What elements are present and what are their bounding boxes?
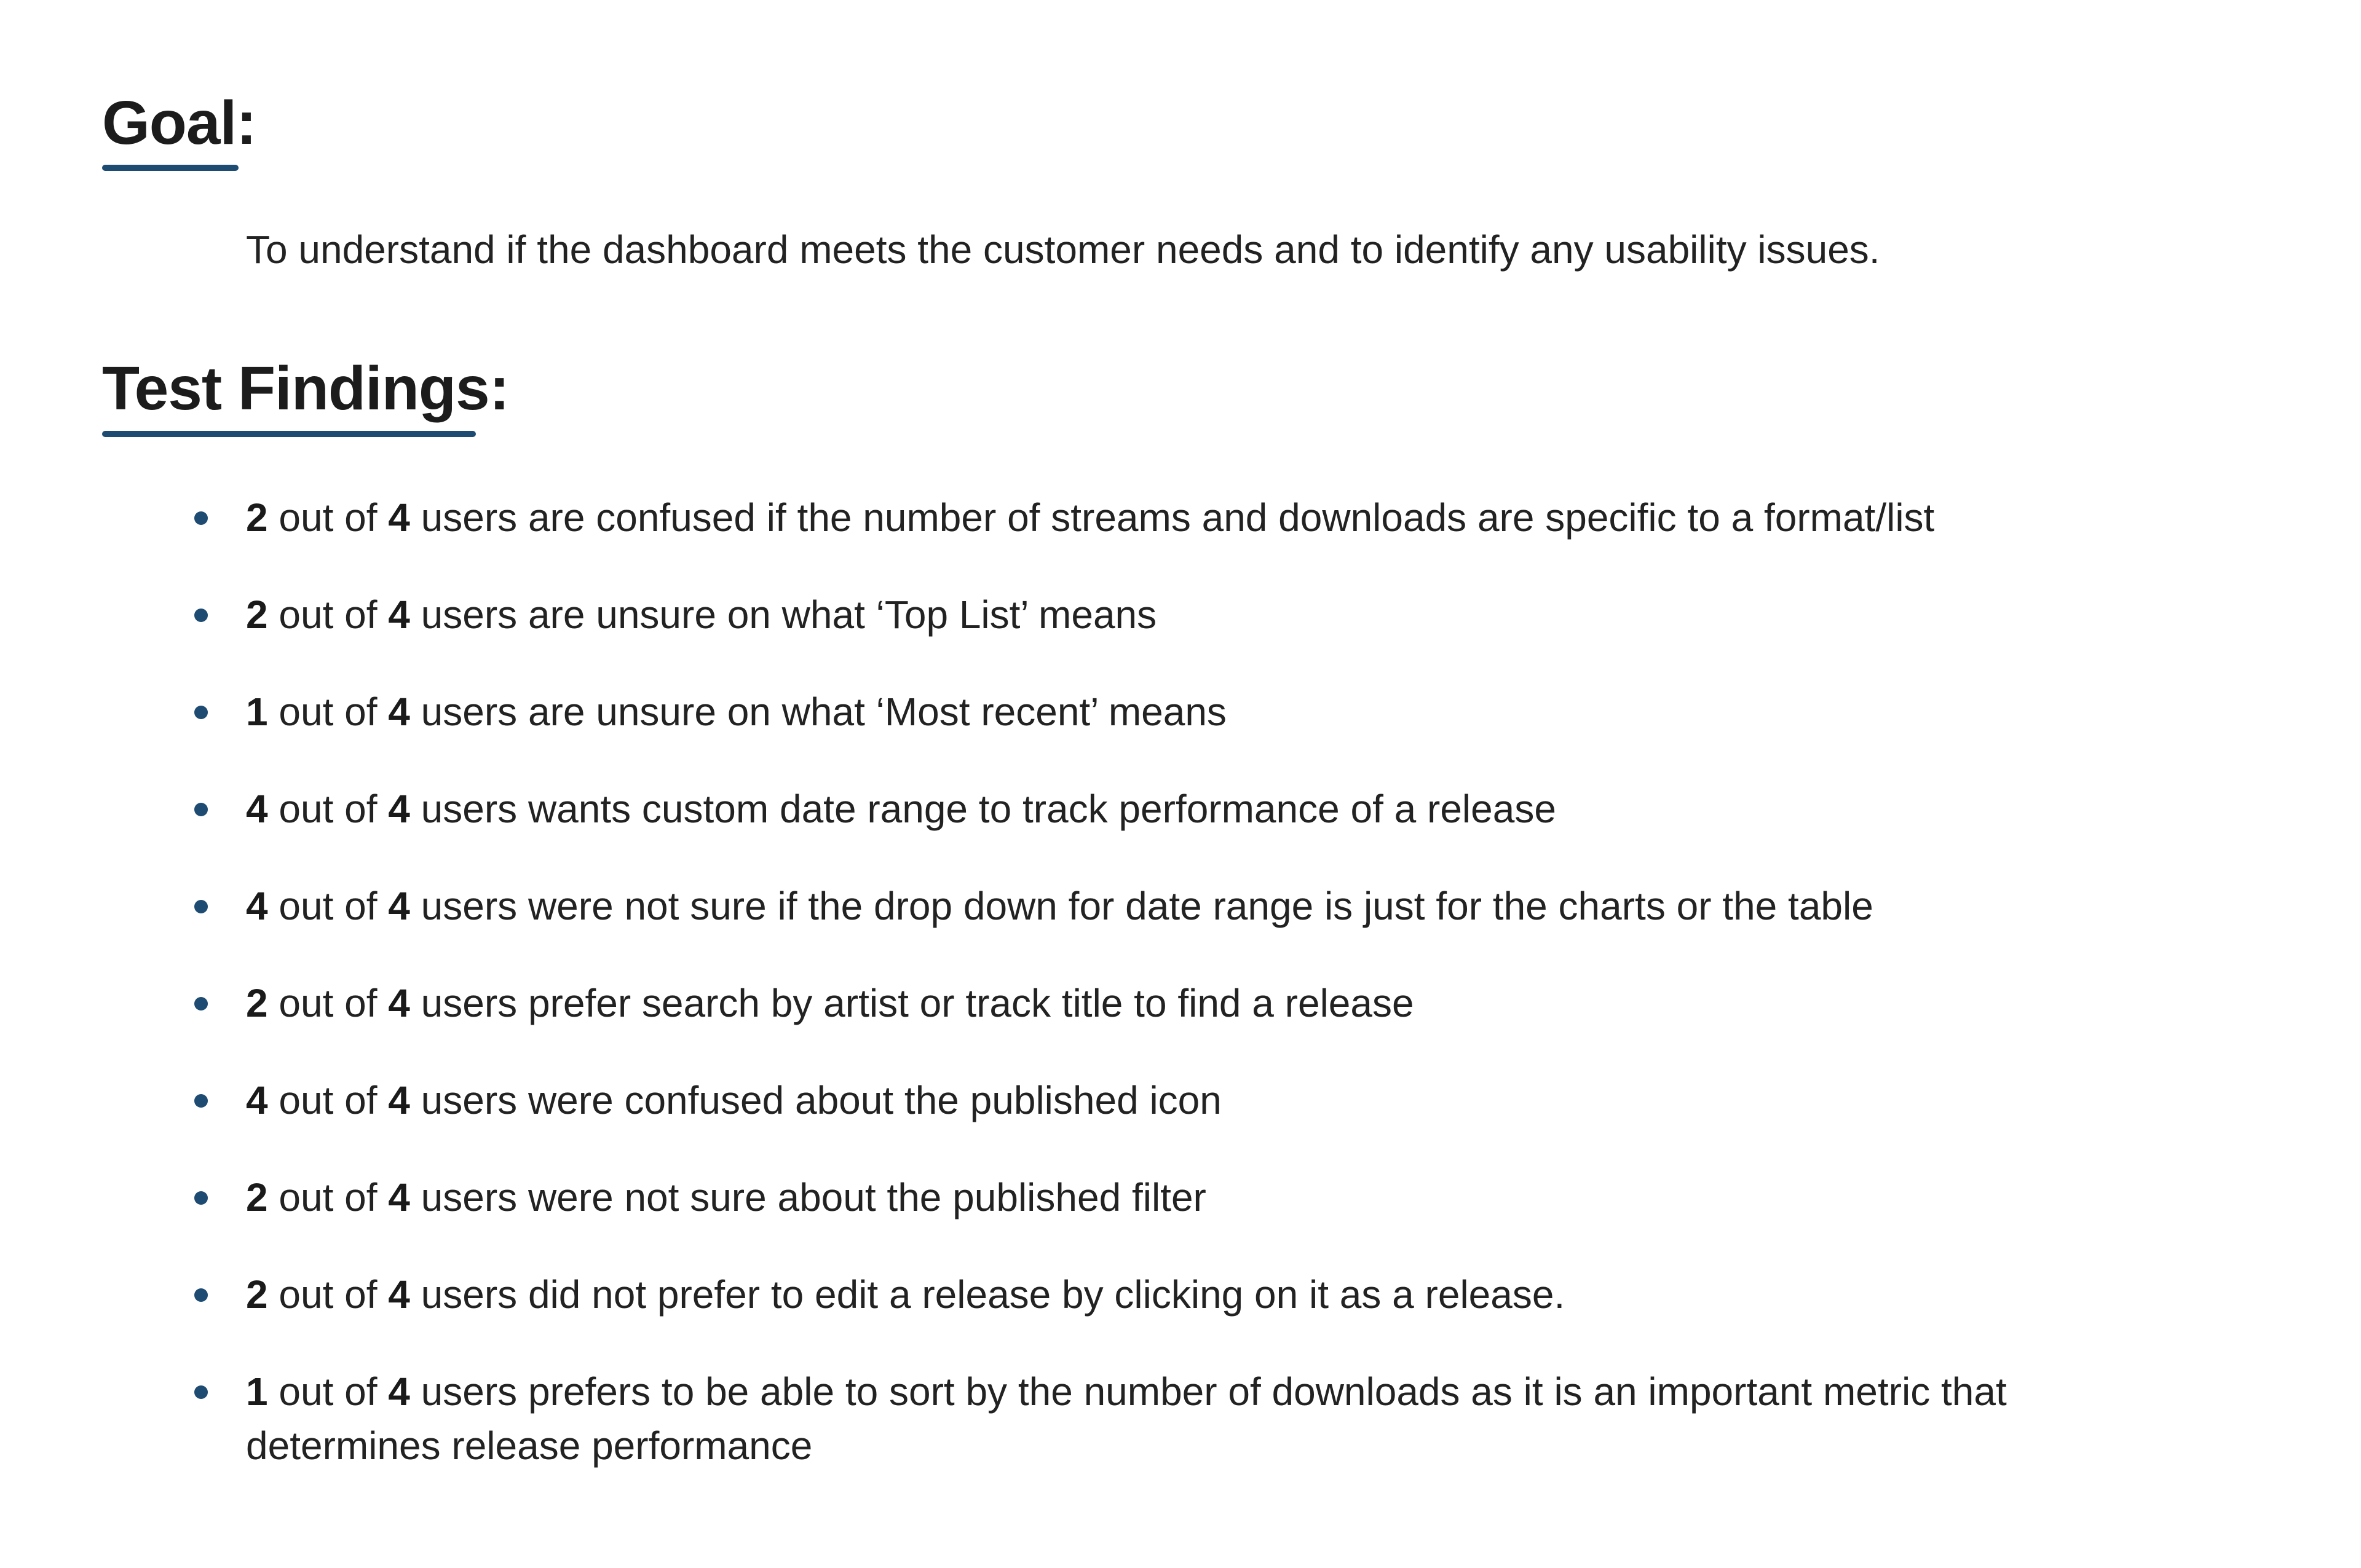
goal-heading: Goal: (102, 89, 256, 157)
finding-item (246, 1267, 2152, 1322)
finding-item (246, 879, 2152, 933)
bullet-dot-icon (194, 997, 208, 1011)
finding-item (246, 588, 2152, 642)
finding-text: users wants custom date range to track performance of a release (421, 787, 1556, 831)
finding-connector: out of (279, 884, 378, 928)
bullet-dot-icon (194, 803, 208, 816)
finding-text: users are unsure on what ‘Most recent’ means (421, 690, 1227, 734)
finding-count: 2 (246, 1272, 268, 1317)
finding-item (246, 1365, 2152, 1473)
finding-total: 4 (388, 593, 410, 637)
goal-heading-underline (102, 165, 239, 171)
finding-total: 4 (388, 1175, 410, 1219)
finding-connector: out of (279, 787, 378, 831)
bullet-dot-icon (194, 1385, 208, 1399)
bullet-dot-icon (194, 1191, 208, 1205)
finding-item (246, 976, 2152, 1030)
finding-connector: out of (279, 1175, 378, 1219)
finding-item (246, 490, 2152, 545)
finding-item (246, 685, 2152, 739)
finding-text: users were confused about the published icon (421, 1078, 1222, 1122)
finding-item (246, 1170, 2152, 1224)
finding-connector: out of (279, 1078, 378, 1122)
bullet-dot-icon (194, 1094, 208, 1108)
finding-item (246, 1073, 2152, 1127)
finding-item (246, 782, 2152, 836)
finding-count: 1 (246, 1369, 268, 1414)
finding-connector: out of (279, 1272, 378, 1317)
finding-total: 4 (388, 690, 410, 734)
findings-heading-underline (102, 431, 476, 437)
finding-count: 4 (246, 884, 268, 928)
finding-count: 1 (246, 690, 268, 734)
finding-total: 4 (388, 1272, 410, 1317)
findings-heading: Test Findings: (102, 354, 509, 423)
finding-text: users are confused if the number of streams and downloads are specific to a format/list (421, 495, 1935, 540)
finding-connector: out of (279, 690, 378, 734)
finding-count: 2 (246, 593, 268, 637)
finding-text: users are unsure on what ‘Top List’ means (421, 593, 1157, 637)
finding-text: users were not sure about the published filter (421, 1175, 1206, 1219)
bullet-dot-icon (194, 706, 208, 719)
finding-total: 4 (388, 884, 410, 928)
finding-total: 4 (388, 1078, 410, 1122)
finding-total: 4 (388, 495, 410, 540)
bullet-dot-icon (194, 609, 208, 622)
finding-total: 4 (388, 981, 410, 1025)
goal-text: To understand if the dashboard meets the customer needs and to identify any usability issues. (246, 227, 1880, 272)
bullet-dot-icon (194, 511, 208, 525)
finding-text: users prefers to be able to sort by the number of downloads as it is an important metric that determines release performance (246, 1369, 2007, 1468)
finding-total: 4 (388, 1369, 410, 1414)
finding-connector: out of (279, 981, 378, 1025)
finding-count: 2 (246, 981, 268, 1025)
finding-count: 2 (246, 1175, 268, 1219)
finding-count: 4 (246, 787, 268, 831)
finding-text: users were not sure if the drop down for date range is just for the charts or the table (421, 884, 1873, 928)
finding-total: 4 (388, 787, 410, 831)
finding-connector: out of (279, 1369, 378, 1414)
finding-text: users did not prefer to edit a release by clicking on it as a release. (421, 1272, 1565, 1317)
finding-count: 2 (246, 495, 268, 540)
finding-text: users prefer search by artist or track title to find a release (421, 981, 1414, 1025)
finding-connector: out of (279, 495, 378, 540)
finding-count: 4 (246, 1078, 268, 1122)
bullet-dot-icon (194, 900, 208, 913)
bullet-dot-icon (194, 1288, 208, 1302)
finding-connector: out of (279, 593, 378, 637)
